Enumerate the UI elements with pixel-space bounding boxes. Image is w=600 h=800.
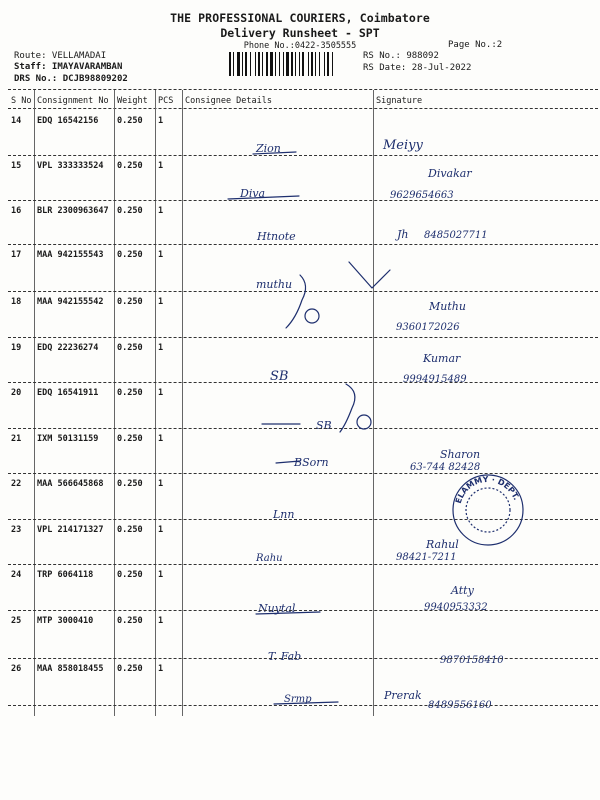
barcode-bar [237,52,240,76]
barcode-bar [250,52,251,76]
circle-mark [305,309,319,323]
row-separator [8,428,598,429]
row-pcs: 1 [158,343,164,353]
row-sno: 26 [11,664,22,674]
row-phone-handwriting: 98421-7211 [396,552,457,563]
row-weight: 0.250 [117,570,143,580]
tick-mark [349,262,390,288]
company-title: THE PROFESSIONAL COURIERS, Coimbatore [170,11,430,25]
row-sno: 20 [11,388,22,398]
row-pcs: 1 [158,479,164,489]
col-pcs: PCS [158,96,174,106]
row-consignee-handwriting: BSorn [294,456,329,469]
row-consignee-handwriting: Nuytal [258,602,296,615]
row-separator [8,382,598,383]
row-consignment-no: TRP 6064118 [37,570,94,580]
row-signature-handwriting: Sharon [440,448,481,461]
barcode-bar [283,52,284,76]
col-divider [114,90,115,716]
row-pcs: 1 [158,206,164,216]
circle-mark [357,415,371,429]
drs-number: DRS No.: DCJB98809202 [14,74,128,84]
svg-text:ELAMMY · DEPT. [454,475,521,505]
row-phone-handwriting: 9940953332 [424,602,488,613]
row-sno: 16 [11,206,22,216]
barcode-bar [279,52,280,76]
barcode-bar [308,52,309,76]
stamp-text: ELAMMY · DEPT. [453,474,521,505]
row-consignment-no: MAA 942155543 [37,250,104,260]
row-consignee-handwriting: Zion [256,142,281,155]
row-pcs: 1 [158,161,164,171]
header-bottom-rule [8,108,598,109]
row-consignee-handwriting: Rahu [256,553,283,564]
row-sno: 24 [11,570,22,580]
row-weight: 0.250 [117,343,143,353]
row-signature-handwriting: Jh [397,228,409,241]
row-consignment-no: MAA 858018455 [37,664,104,674]
row-signature-handwriting: Prerak [384,689,422,702]
col-divider [182,90,183,716]
col-sno: S No [11,96,32,106]
row-consignee-handwriting: Lnn [273,508,295,521]
row-sno: 25 [11,616,22,626]
row-consignment-no: IXM 50131159 [37,434,99,444]
row-weight: 0.250 [117,434,143,444]
row-weight: 0.250 [117,525,143,535]
barcode-bar [266,52,268,76]
barcode-bar [286,52,289,76]
row-signature-handwriting: Rahul [426,538,459,551]
rs-date: RS Date: 28-Jul-2022 [363,63,472,73]
row-pcs: 1 [158,570,164,580]
row-consignee-handwriting: SB [316,419,332,432]
row-consignment-no: MAA 942155542 [37,297,104,307]
row-weight: 0.250 [117,206,143,216]
row-phone-handwriting: 9360172026 [396,322,460,333]
row-separator [8,610,598,611]
col-divider [373,90,374,716]
barcode-bar [258,52,260,76]
row-pcs: 1 [158,664,164,674]
barcode-bar [311,52,313,76]
row-consignment-no: MAA 566645868 [37,479,104,489]
barcode-bar [324,52,325,76]
row-phone-handwriting: 63-744 82428 [410,462,481,473]
row-pcs: 1 [158,388,164,398]
row-consignment-no: EDQ 16542156 [37,116,99,126]
row-pcs: 1 [158,616,164,626]
barcode-bar [233,52,234,76]
row-weight: 0.250 [117,664,143,674]
barcode-bar [295,52,296,76]
route-label: Route: VELLAMADAI [14,51,107,61]
row-pcs: 1 [158,116,164,126]
barcode-bar [315,52,316,76]
barcode-bar [262,52,263,76]
row-separator [8,705,598,706]
row-pcs: 1 [158,434,164,444]
barcode-bar [242,52,243,76]
row-weight: 0.250 [117,116,143,126]
row-consignment-no: EDQ 22236274 [37,343,99,353]
row-signature-handwriting: Kumar [423,352,461,365]
row-separator [8,155,598,156]
row-weight: 0.250 [117,616,143,626]
col-weight: Weight [117,96,148,106]
row-separator [8,291,598,292]
row-sno: 23 [11,525,22,535]
barcode-bar [291,52,293,76]
row-weight: 0.250 [117,297,143,307]
rs-number: RS No.: 988092 [363,51,439,61]
barcode-bar [319,52,320,76]
barcode-bar [275,52,276,76]
row-sno: 22 [11,479,22,489]
row-sno: 17 [11,250,22,260]
row-consignment-no: VPL 333333524 [37,161,104,171]
row-signature-handwriting: Atty [451,584,474,597]
col-consignee: Consignee Details [185,96,272,106]
barcode-bar [255,52,256,76]
row-phone-handwriting: 9870158410 [440,655,504,666]
page-number: Page No.:2 [448,40,503,50]
row-phone-handwriting: 8485027711 [424,230,488,241]
barcode-bar [299,52,300,76]
row-consignee-handwriting: Htnote [257,230,296,243]
row-separator [8,658,598,659]
barcode-bar [327,52,329,76]
row-separator [8,564,598,565]
row-consignee-handwriting: muthu [256,278,293,291]
row-weight: 0.250 [117,479,143,489]
row-sno: 18 [11,297,22,307]
row-signature-handwriting: Meiyy [383,138,423,153]
col-signature: Signature [376,96,423,106]
row-weight: 0.250 [117,250,143,260]
row-phone-handwriting: 9994915489 [403,374,467,385]
header-top-rule [8,89,598,90]
row-phone-handwriting: 8489556160 [428,700,492,711]
row-pcs: 1 [158,297,164,307]
row-consignee-handwriting: SB [270,369,289,384]
row-sno: 21 [11,434,22,444]
row-signature-handwriting: Divakar [428,167,472,180]
col-consignment: Consignment No [37,96,109,106]
row-signature-handwriting: Muthu [429,300,466,313]
row-weight: 0.250 [117,388,143,398]
runsheet-subtitle: Delivery Runsheet - SPT [220,26,380,40]
row-consignee-handwriting: Diva [240,187,266,200]
col-divider [34,90,35,716]
barcode-bar [245,52,247,76]
row-consignee-handwriting: Srmp [284,694,312,705]
barcode-bar [332,52,333,76]
staff-label: Staff: IMAYAVARAMBAN [14,62,123,72]
row-consignee-handwriting: T. Fab [268,650,302,663]
barcode-bar [229,52,231,76]
row-consignment-no: VPL 214171327 [37,525,104,535]
bracket-mark [340,384,355,432]
row-consignment-no: BLR 2300963647 [37,206,109,216]
row-sno: 19 [11,343,22,353]
company-phone: Phone No.:0422-3505555 [243,41,357,51]
row-separator [8,200,598,201]
row-pcs: 1 [158,525,164,535]
row-phone-handwriting: 9629654663 [390,190,454,201]
barcode [229,52,353,76]
row-sno: 14 [11,116,22,126]
row-separator [8,337,598,338]
barcode-bar [270,52,273,76]
barcode-bar [302,52,304,76]
row-separator [8,244,598,245]
row-weight: 0.250 [117,161,143,171]
col-divider [155,90,156,716]
row-consignment-no: MTP 3000410 [37,616,94,626]
row-pcs: 1 [158,250,164,260]
row-consignment-no: EDQ 16541911 [37,388,99,398]
row-sno: 15 [11,161,22,171]
delivery-stamp [450,472,526,548]
